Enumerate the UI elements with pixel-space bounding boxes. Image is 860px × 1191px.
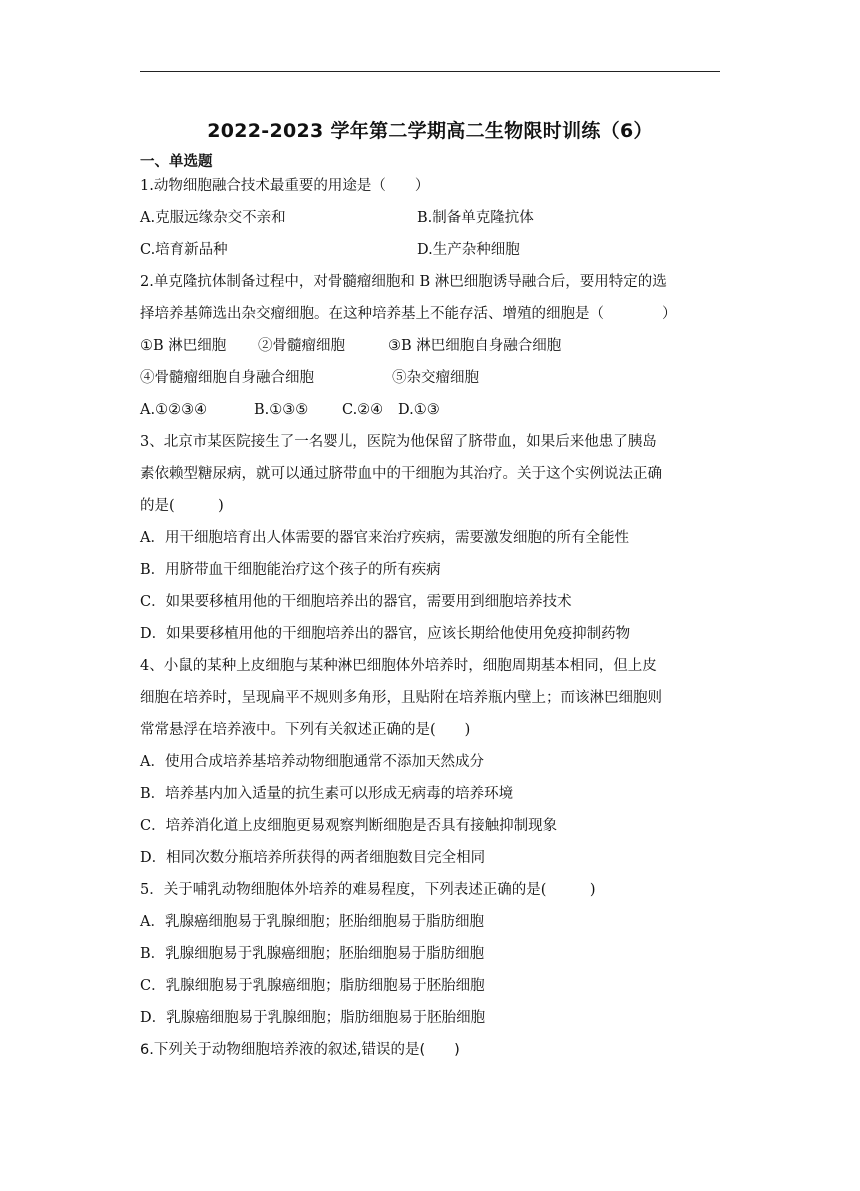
q4-stem-line1: 4、小鼠的某种上皮细胞与某种淋巴细胞体外培养时，细胞周期基本相同，但上皮 — [140, 658, 657, 674]
q3-stem-line3: 的是( ) — [140, 498, 224, 514]
header-rule — [140, 71, 720, 72]
q1-option-d: D.生产杂种细胞 — [417, 242, 520, 258]
q4-stem-line3: 常常悬浮在培养液中。下列有关叙述正确的是( ) — [140, 722, 471, 738]
q2-item-5: ⑤杂交瘤细胞 — [392, 370, 479, 386]
q3-option-d: D．如果要移植用他的干细胞培养出的器官，应该长期给他使用免疫抑制药物 — [140, 626, 631, 642]
q2-option-c: C.②④ — [342, 402, 384, 418]
q2-option-a: A.①②③④ — [140, 402, 208, 418]
q2-stem-line1: 2.单克隆抗体制备过程中，对骨髓瘤细胞和 B 淋巴细胞诱导融合后，要用特定的选 — [140, 274, 667, 290]
q2-option-b: B.①③⑤ — [254, 402, 309, 418]
page-title: 2022-2023 学年第二学期高二生物限时训练（6） — [207, 120, 653, 142]
q3-option-a: A．用干细胞培育出人体需要的器官来治疗疾病，需要激发细胞的所有全能性 — [140, 530, 629, 546]
q4-option-a: A．使用合成培养基培养动物细胞通常不添加天然成分 — [140, 754, 484, 770]
q4-option-c: C．培养消化道上皮细胞更易观察判断细胞是否具有接触抑制现象 — [140, 818, 558, 834]
q2-item-2: ②骨髓瘤细胞 — [258, 338, 345, 354]
q5-option-b: B．乳腺细胞易于乳腺癌细胞；胚胎细胞易于脂肪细胞 — [140, 946, 485, 962]
q3-stem-line2: 素依赖型糖尿病，就可以通过脐带血中的干细胞为其治疗。关于这个实例说法正确 — [140, 466, 662, 482]
q2-item-4: ④骨髓瘤细胞自身融合细胞 — [140, 370, 314, 386]
section-heading: 一、单选题 — [140, 154, 213, 170]
q3-stem-line1: 3、北京市某医院接生了一名婴儿，医院为他保留了脐带血，如果后来他患了胰岛 — [140, 434, 657, 450]
q1-option-a: A.克服远缘杂交不亲和 — [140, 210, 286, 226]
q1-stem: 1.动物细胞融合技术最重要的用途是（ ） — [140, 178, 430, 194]
q2-item-3: ③B 淋巴细胞自身融合细胞 — [388, 338, 562, 354]
q6-stem: 6.下列关于动物细胞培养液的叙述,错误的是( ) — [140, 1042, 460, 1058]
q1-option-b: B.制备单克隆抗体 — [417, 210, 534, 226]
q5-option-a: A．乳腺癌细胞易于乳腺细胞；胚胎细胞易于脂肪细胞 — [140, 914, 484, 930]
q5-option-d: D．乳腺癌细胞易于乳腺细胞；脂肪细胞易于胚胎细胞 — [140, 1010, 486, 1026]
q4-option-d: D．相同次数分瓶培养所获得的两者细胞数目完全相同 — [140, 850, 486, 866]
q2-stem-line2: 择培养基筛选出杂交瘤细胞。在这种培养基上不能存活、增殖的细胞是（ ） — [140, 306, 677, 322]
q2-option-d: D.①③ — [398, 402, 440, 418]
q5-stem: 5．关于哺乳动物细胞体外培养的难易程度，下列表述正确的是( ) — [140, 882, 596, 898]
q4-option-b: B．培养基内加入适量的抗生素可以形成无病毒的培养环境 — [140, 786, 514, 802]
q5-option-c: C．乳腺细胞易于乳腺癌细胞；脂肪细胞易于胚胎细胞 — [140, 978, 485, 994]
q1-option-c: C.培育新品种 — [140, 242, 228, 258]
q4-stem-line2: 细胞在培养时，呈现扁平不规则多角形，且贴附在培养瓶内壁上；而该淋巴细胞则 — [140, 690, 662, 706]
q3-option-b: B．用脐带血干细胞能治疗这个孩子的所有疾病 — [140, 562, 441, 578]
q2-item-1: ①B 淋巴细胞 — [140, 338, 227, 354]
q3-option-c: C．如果要移植用他的干细胞培养出的器官，需要用到细胞培养技术 — [140, 594, 572, 610]
